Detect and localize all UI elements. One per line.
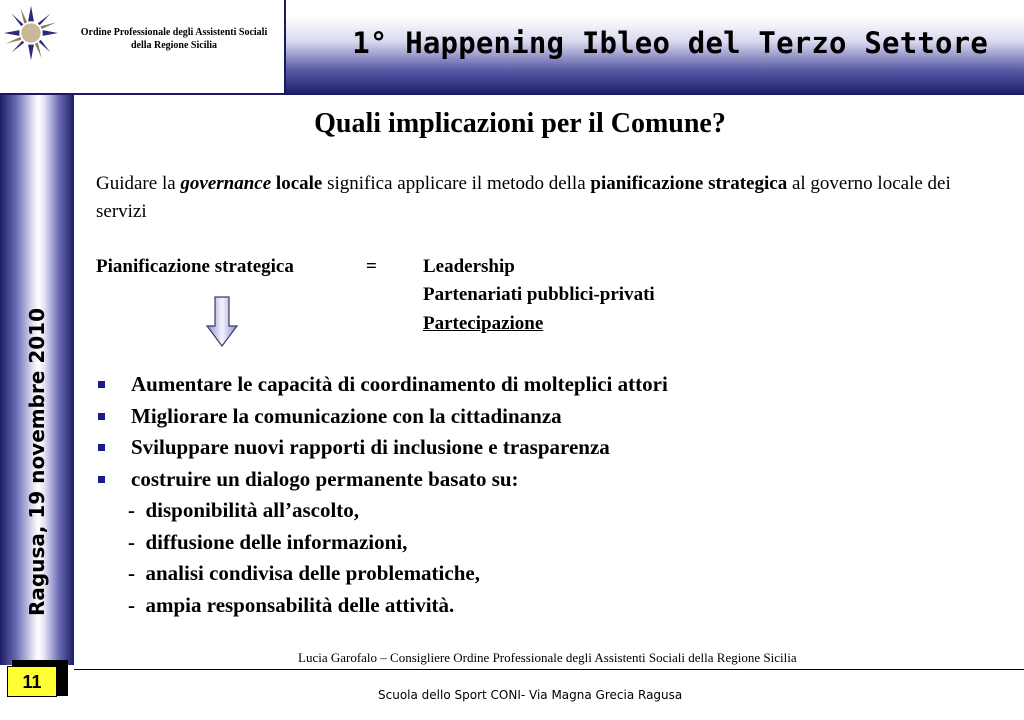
slide-number: 11 xyxy=(7,666,57,697)
sub-list-item: - disponibilità all’ascolto, xyxy=(128,498,360,522)
down-arrow-icon xyxy=(205,296,239,348)
bullet-text: costruire un dialogo permanente basato su: xyxy=(131,466,519,491)
left-sidebar xyxy=(0,95,74,665)
footer-divider xyxy=(74,669,1024,670)
intro-paragraph xyxy=(96,170,1001,226)
pianificazione-item: Partenariati pubblici-privati xyxy=(423,284,655,305)
intro-locale: locale xyxy=(275,173,323,194)
title-band xyxy=(286,0,1024,95)
pianificazione-item: Leadership xyxy=(423,256,515,277)
list-item xyxy=(96,402,668,434)
bullet-marker xyxy=(98,476,105,483)
sub-list-item: - analisi condivisa delle problematiche, xyxy=(128,561,480,585)
header-logo-box xyxy=(0,0,286,95)
sidebar-date: Ragusa, 19 novembre 2010 xyxy=(25,308,49,616)
list-item xyxy=(96,370,668,402)
intro-text-2: significa applicare il metodo della xyxy=(322,173,591,194)
org-name-line2: della Regione Sicilia xyxy=(130,40,218,51)
bullet-marker xyxy=(98,413,105,420)
sub-list xyxy=(128,496,480,622)
bullet-text: Sviluppare nuovi rapporti di inclusione e trasparenza xyxy=(131,435,610,459)
list-item xyxy=(96,433,668,465)
bullet-marker xyxy=(98,381,105,388)
event-title: 1° Happening Ibleo del Terzo Settore xyxy=(352,26,988,60)
org-name-line1: Ordine Professionale degli Assistenti Sociali xyxy=(80,27,268,38)
sub-list-item: - diffusione delle informazioni, xyxy=(128,529,408,554)
author-credit: Lucia Garofalo – Consigliere Ordine Professionale degli Assistenti Sociali della Regione Sicilia xyxy=(298,650,797,665)
list-item xyxy=(96,465,668,497)
pianificazione-item: Partecipazione xyxy=(423,313,544,334)
bullet-list xyxy=(96,370,668,496)
intro-pianificazione: pianificazione strategica xyxy=(590,173,788,194)
org-name xyxy=(64,26,284,52)
intro-governance: governance xyxy=(180,173,272,194)
venue-text: Scuola dello Sport CONI- Via Magna Grecia Ragusa xyxy=(378,688,683,702)
bullet-marker xyxy=(98,444,105,451)
sub-list-item: - ampia responsabilità delle attività. xyxy=(128,592,455,617)
bullet-text: Migliorare la comunicazione con la cittadinanza xyxy=(131,403,562,428)
slide-heading: Quali implicazioni per il Comune? xyxy=(314,108,726,139)
bullet-text: Aumentare le capacità di coordinamento di molteplici attori xyxy=(131,372,668,396)
equals-sign: = xyxy=(366,256,377,277)
intro-text-3: al governo locale dei servizi xyxy=(96,173,951,222)
pianificazione-label: Pianificazione strategica xyxy=(96,256,294,277)
intro-text-1: Guidare la xyxy=(96,173,181,194)
sun-logo-icon xyxy=(2,4,60,62)
